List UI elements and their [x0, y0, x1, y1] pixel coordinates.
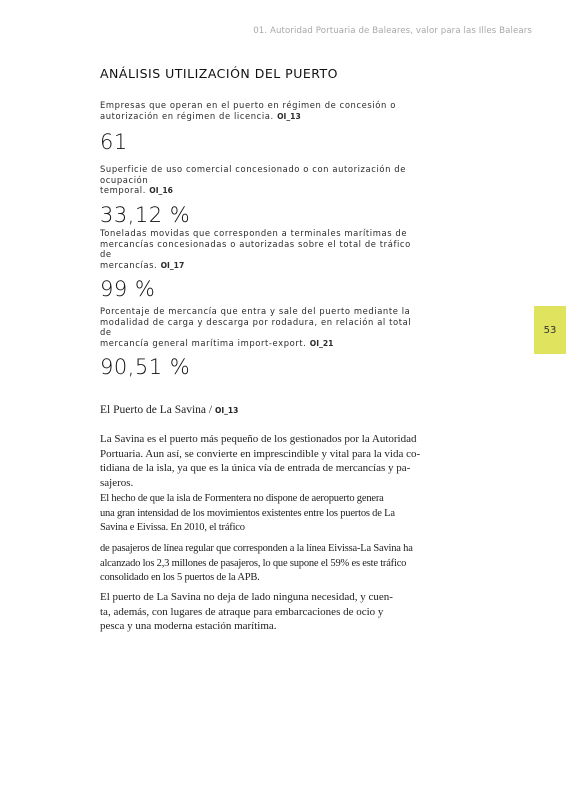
desc-line: Porcentaje de mercancía que entra y sale del puerto mediante la [100, 306, 411, 316]
indicator-block [100, 164, 418, 227]
paragraph-line: La Savina es el puerto más pequeño de los gestionados por la Autoridad [100, 433, 417, 445]
subsection-title-text: El Puerto de La Savina / [100, 404, 213, 416]
paragraph-line: de pasajeros de línea regular que corresponden a la línea Eivissa-La Savina ha [100, 543, 413, 554]
indicator-block [100, 100, 418, 154]
desc-line: mercancías concesionadas o autorizadas sobre el total de tráfico de [100, 238, 411, 260]
desc-line: Empresas que operan en el puerto en régimen de concesión o [100, 100, 396, 110]
paragraph-line: una gran intensidad de los movimientos existentes entre los puertos de La [100, 507, 395, 519]
indicator-description [100, 228, 418, 271]
desc-line: mercancía general marítima import-export. [100, 337, 307, 348]
indicator-value: 61 [100, 130, 128, 155]
page-number: 53 [543, 324, 557, 336]
indicator-code: OI_16 [149, 186, 173, 196]
indicator-block [100, 228, 418, 301]
paragraph [100, 542, 446, 586]
page-number-tab [534, 306, 566, 354]
indicator-description [100, 306, 418, 349]
desc-line: autorización en régimen de licencia. [100, 110, 274, 121]
paragraph [100, 590, 446, 634]
paragraph-line: El hecho de que la isla de Formentera no dispone de aeropuerto genera [100, 493, 384, 504]
paragraph-line: Savina e Eivissa. En 2010, el tráfico [100, 522, 245, 534]
indicator-value: 99 % [100, 277, 156, 302]
paragraph-line: El puerto de La Savina no deja de lado ninguna necesidad, y cuen- [100, 591, 393, 603]
paragraph [100, 492, 446, 536]
indicator-description [100, 100, 418, 122]
indicator-value: 33,12 % [100, 202, 191, 227]
paragraph [100, 432, 446, 490]
desc-line: Toneladas movidas que corresponden a terminales marítimas de [100, 228, 408, 238]
paragraph-line: consolidado en los 5 puertos de la APB. [100, 572, 260, 584]
section-title: ANÁLISIS UTILIZACIÓN DEL PUERTO [100, 66, 339, 81]
paragraph-line: sajeros. [100, 476, 134, 489]
desc-line: Superficie de uso comercial concesionado o con autorización de ocupación [100, 164, 406, 185]
desc-line: temporal. [100, 185, 146, 196]
desc-line: modalidad de carga y descarga por rodadura, en relación al total de [100, 316, 412, 338]
indicator-code: OI_21 [309, 338, 334, 348]
desc-line: mercancías. [100, 259, 158, 270]
indicator-code: OI_17 [160, 260, 185, 270]
subsection-title [100, 404, 238, 416]
paragraph-line: Portuaria. Aun así, se convierte en imprescindible y vital para la vida co- [100, 447, 421, 460]
indicator-value: 90,51 % [100, 355, 191, 380]
paragraph-line: pesca y una moderna estación marítima. [100, 620, 277, 633]
subsection-code: OI_13 [214, 406, 239, 415]
paragraph-line: alcanzado los 2,3 millones de pasajeros, lo que supone el 59% es este tráfico [100, 557, 407, 569]
indicator-description [100, 164, 418, 197]
paragraph-line: tidiana de la isla, ya que es la única vía de entrada de mercancías y pa- [100, 462, 411, 475]
paragraph-line: ta, además, con lugares de atraque para embarcaciones de ocio y [100, 605, 384, 618]
indicator-block [100, 306, 418, 379]
indicator-code: OI_13 [277, 111, 301, 121]
running-header: 01. Autoridad Portuaria de Baleares, valor para las Illes Balears [253, 26, 532, 36]
